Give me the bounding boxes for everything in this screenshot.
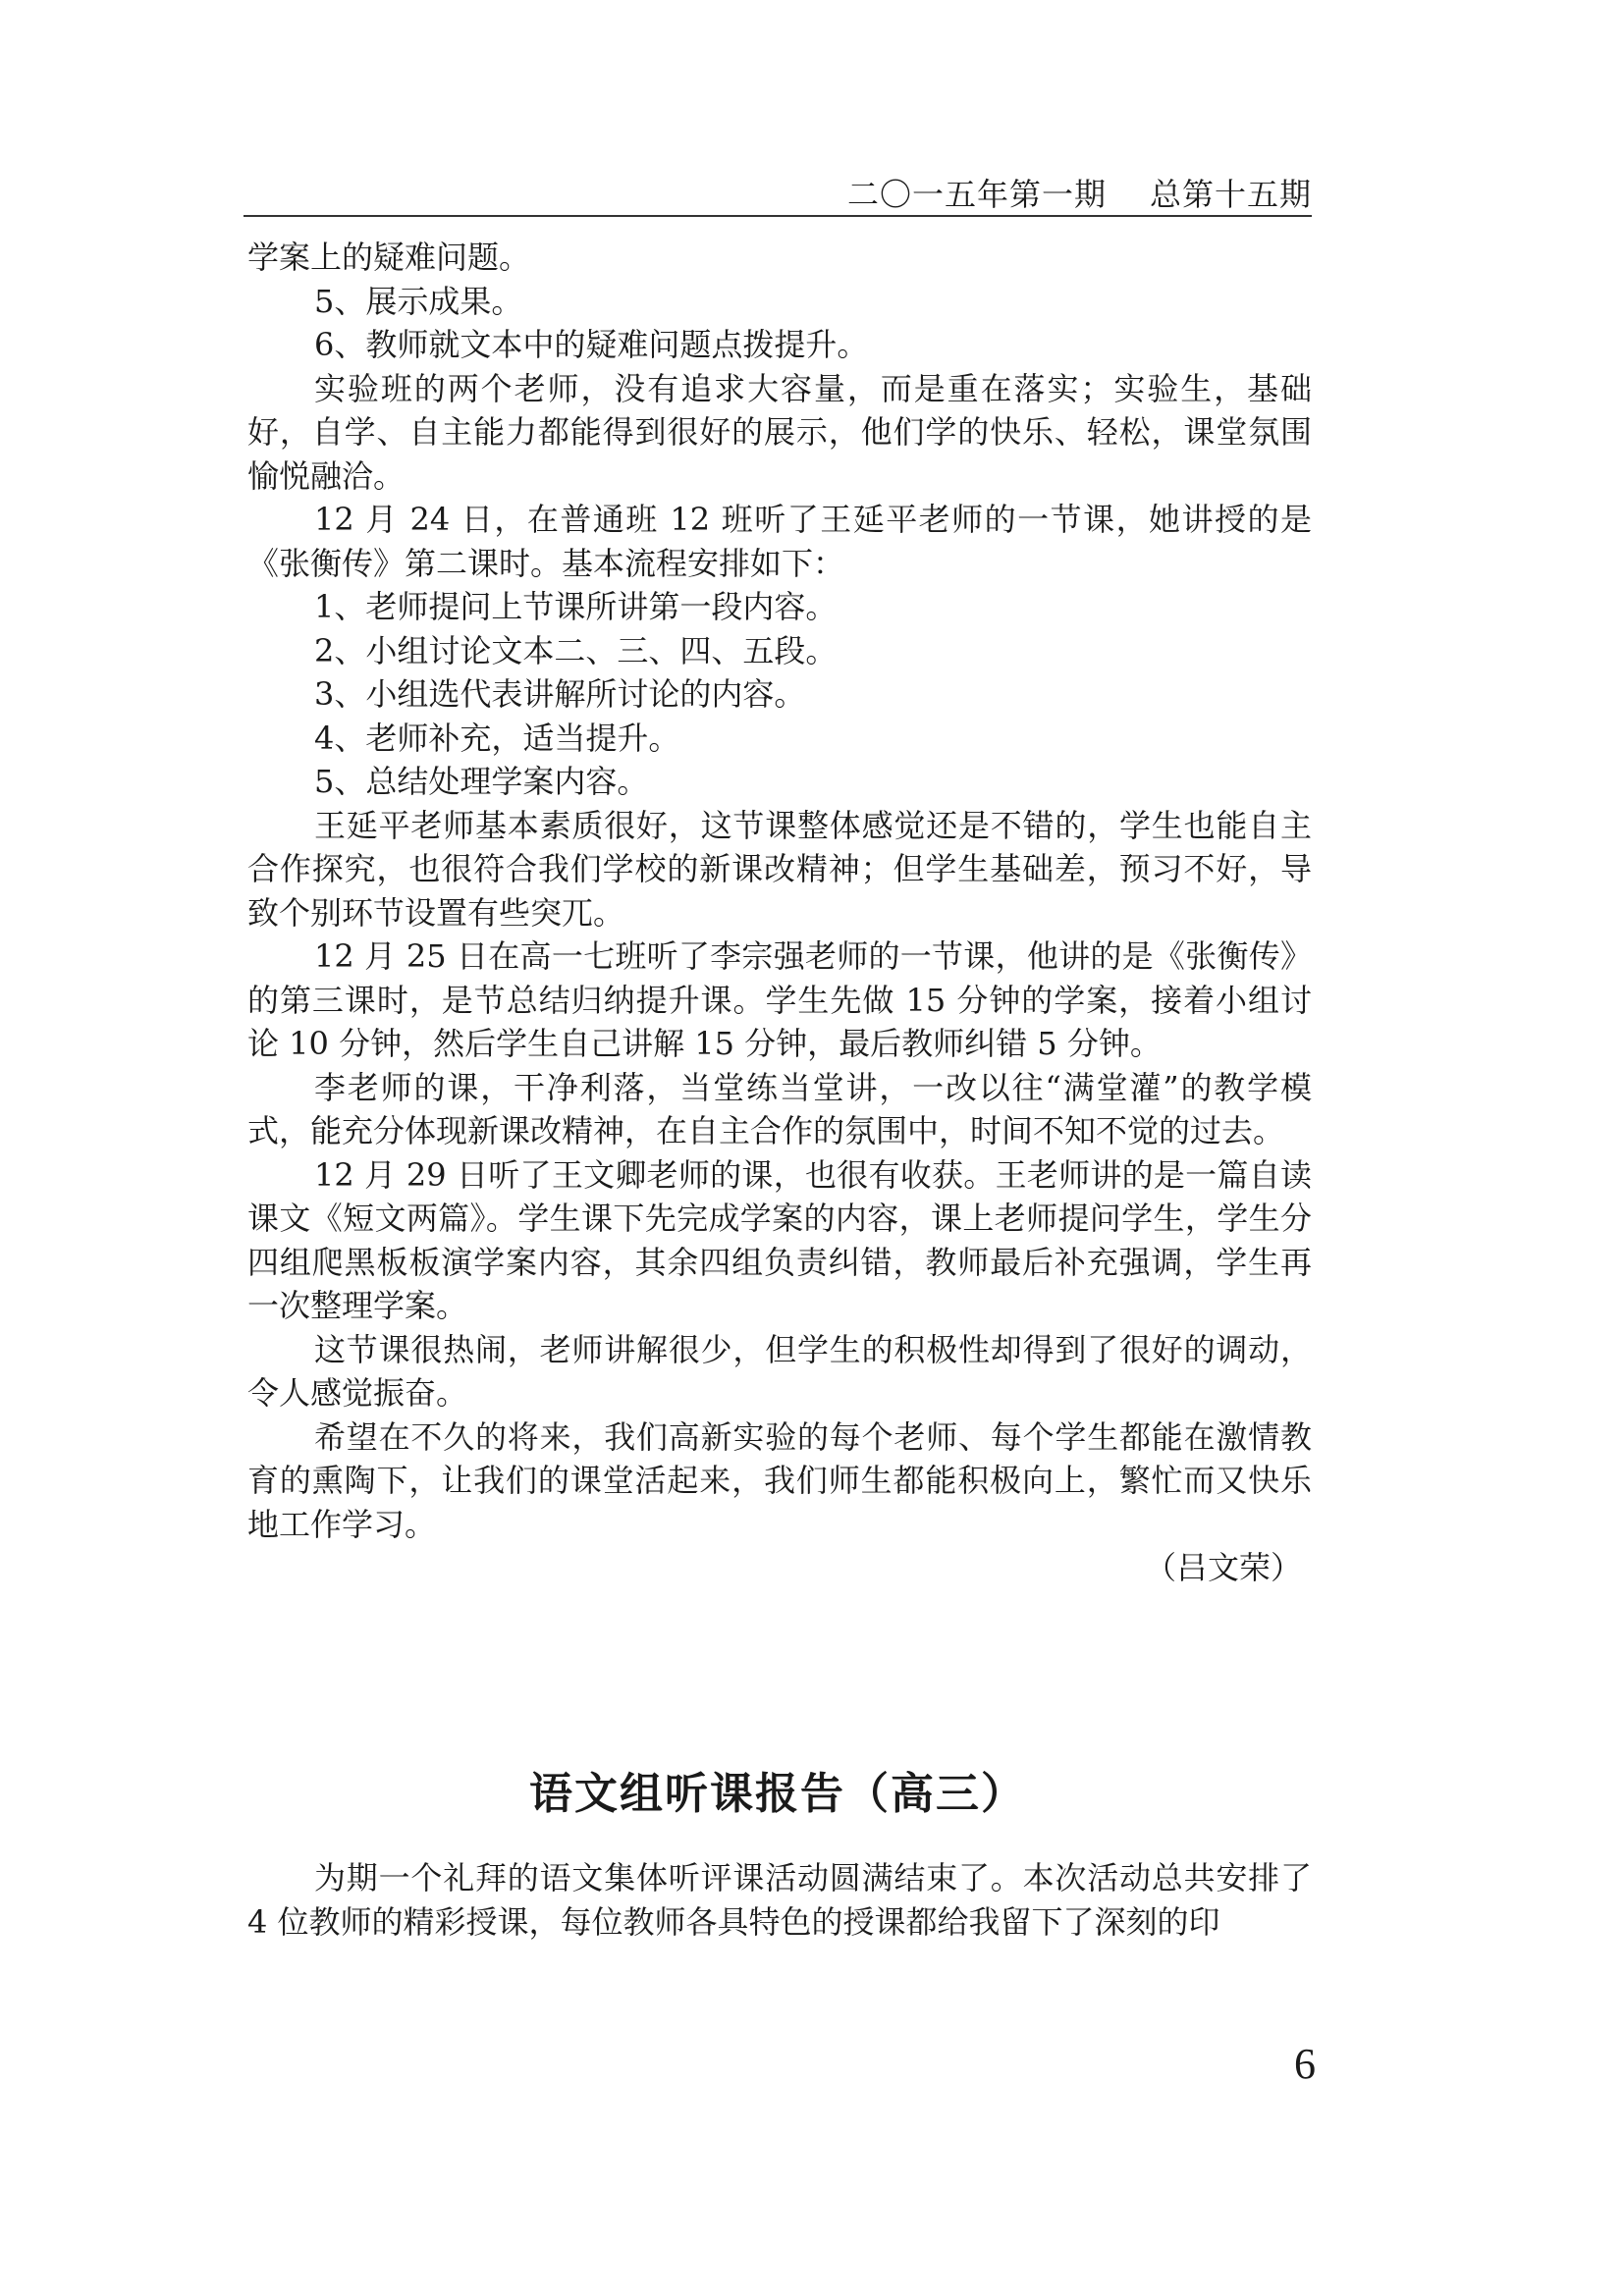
paragraph: 4、老师补充，适当提升。 (314, 719, 680, 757)
header-rule (244, 215, 1312, 217)
article-continued (247, 236, 1312, 1590)
paragraph: 3、小组选代表讲解所讨论的内容。 (314, 675, 806, 713)
paragraph: 希望在不久的将来，我们高新实验的每个老师、每个学生都能在激情教育的熏陶下，让我们的课堂活起来，我们师生都能积极向上，繁忙而又快乐地工作学习。 (247, 1417, 1312, 1543)
paragraph: 5、展示成果。 (314, 282, 523, 320)
article-body (247, 1856, 1312, 1944)
article-title: 语文组听课报告（高三） (529, 1769, 1026, 1819)
page-number: 6 (1294, 2040, 1316, 2088)
running-header (244, 175, 1312, 214)
paragraph: 12 月 29 日听了王文卿老师的课，也很有收获。王老师讲的是一篇自读课文《短文两篇》。学生课下先完成学案的内容，课上老师提问学生，学生分四组爬黑板板演学案内容，其余四组负责纠错，教师最后补充强调，学生再一次整理学案。 (247, 1155, 1312, 1324)
paragraph: 12 月 24 日，在普通班 12 班听了王延平老师的一节课，她讲授的是《张衡传》第二课时。基本流程安排如下： (247, 501, 1312, 582)
paragraph: 5、总结处理学案内容。 (314, 763, 649, 800)
paragraph: 1、老师提问上节课所讲第一段内容。 (314, 588, 838, 625)
paragraph: 李老师的课，干净利落，当堂练当堂讲，一改以往“满堂灌”的教学模式，能充分体现新课改精神，在自主合作的氛围中，时间不知不觉的过去。 (247, 1068, 1312, 1149)
header-total-issue: 总第十五期 (1149, 176, 1312, 213)
paragraph: 这节课很热闹，老师讲解很少，但学生的积极性却得到了很好的调动，令人感觉振奋。 (247, 1330, 1312, 1412)
paragraph: 12 月 25 日在高一七班听了李宗强老师的一节课，他讲的是《张衡传》的第三课时，是节总结归纳提升课。学生先做 15 分钟的学案，接着小组讨论 10 分钟，然后学生自己讲解 15 分钟，最后教师纠错 5 分钟。 (247, 937, 1312, 1062)
header-date-issue: 二〇一五年第一期 (846, 176, 1107, 213)
paragraph: 2、小组讨论文本二、三、四、五段。 (314, 631, 838, 669)
paragraph: 6、教师就文本中的疑难问题点拨提升。 (314, 326, 869, 363)
paragraph: 王延平老师基本素质很好，这节课整体感觉还是不错的，学生也能自主合作探究，也很符合我们学校的新课改精神；但学生基础差，预习不好，导致个别环节设置有些突兀。 (247, 806, 1312, 932)
paragraph: 学案上的疑难问题。 (247, 239, 531, 276)
author-signature: （吕文荣） (1144, 1549, 1302, 1586)
paragraph: 实验班的两个老师，没有追求大容量，而是重在落实；实验生，基础好，自学、自主能力都能得到很好的展示，他们学的快乐、轻松，课堂氛围愉悦融洽。 (247, 369, 1312, 495)
paragraph: 为期一个礼拜的语文集体听评课活动圆满结束了。本次活动总共安排了 4 位教师的精彩授课，每位教师各具特色的授课都给我留下了深刻的印 (247, 1859, 1312, 1941)
